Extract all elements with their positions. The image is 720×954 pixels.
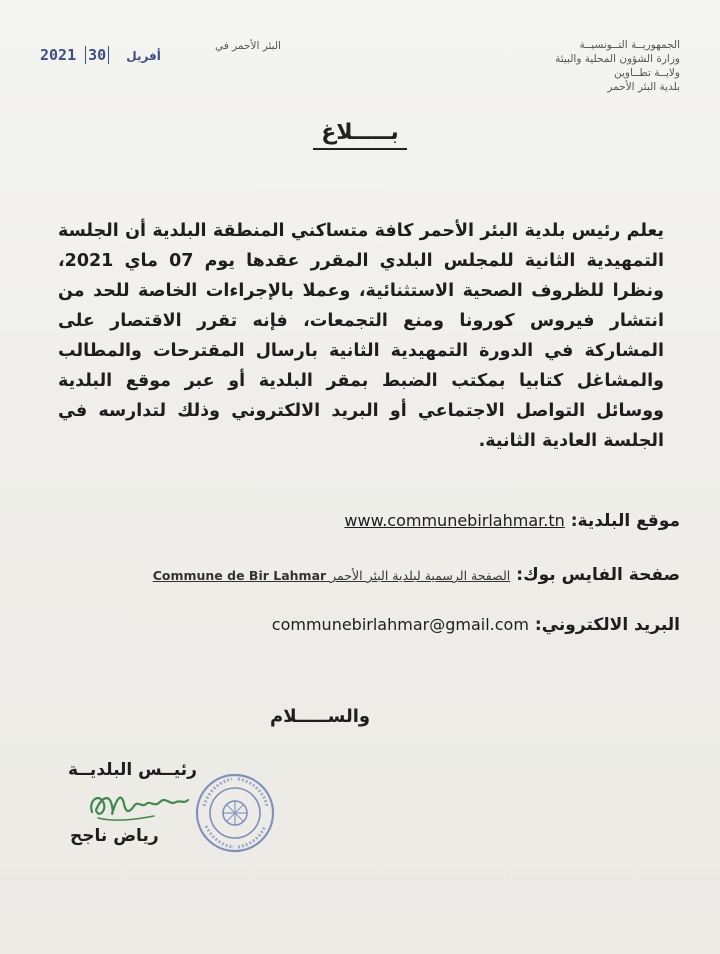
- signatory-name: رياض ناجح: [70, 826, 159, 846]
- facebook-page-french: Commune de Bir Lahmar: [152, 568, 327, 583]
- closing-greeting: والســـــلام: [270, 706, 371, 727]
- date-day: 30: [85, 46, 109, 64]
- facebook-link[interactable]: [153, 568, 511, 583]
- date-year: 2021: [40, 46, 77, 64]
- letterhead-line-republic: الجمهوريــة التــونسيــة: [579, 39, 680, 51]
- date-block: [40, 40, 281, 70]
- municipal-seal: [194, 772, 276, 854]
- date-stamp: [40, 46, 167, 64]
- website-row: [344, 511, 680, 531]
- facebook-row: [153, 565, 680, 585]
- website-link[interactable]: www.communebirlahmar.tn: [344, 511, 565, 530]
- letterhead-line-ministry: وزارة الشؤون المحلية والبيئة: [555, 53, 680, 65]
- notice-title-text: بـــــلاغ: [313, 120, 407, 150]
- signatory-title: رئيــس البلديــة: [68, 760, 197, 780]
- notice-body: يعلم رئيس بلدية البئر الأحمر كافة متساكني المنطقة البلدية أن الجلسة التمهيدية الثانية للمجلس البلدي المقرر عقدها يوم 07 ماي 2021، ونظرا للظروف الصحية الاستثنائية، وعملا بالإجراءات الخاصة للحد من انتشار فيروس كورونا ومنع التجمعات، فإنه تقرر الاقتصار على المشاركة في الدورة التمهيدية الثانية بارسال المقترحات والمطالب والمشاغل كتابيا بمكتب الضبط بمقر البلدية أو عبر موقع البلدية ووسائل التواصل الاجتماعي أو البريد الالكتروني وذلك لتدارسه في الجلسة العادية الثانية.: [58, 221, 664, 451]
- email-address[interactable]: communebirlahmar@gmail.com: [271, 615, 529, 634]
- website-label: موقع البلدية:: [570, 511, 680, 531]
- letterhead: [480, 38, 680, 94]
- facebook-label: صفحة الفايس بوك:: [516, 565, 680, 585]
- notice-title: [0, 120, 720, 150]
- email-row: [272, 615, 680, 635]
- place-label: البئر الأحمر في: [215, 40, 281, 52]
- facebook-page-arabic: الصفحة الرسمية لبلدية البئر الأحمر: [330, 568, 511, 583]
- letterhead-line-governorate: ولايــة تطــاوين: [614, 67, 680, 79]
- letterhead-line-municipality: بلدية البئر الأحمر: [607, 81, 680, 93]
- date-month: أفريل: [126, 49, 161, 63]
- email-label: البريد الالكتروني:: [534, 615, 680, 635]
- handwritten-signature: [84, 782, 194, 826]
